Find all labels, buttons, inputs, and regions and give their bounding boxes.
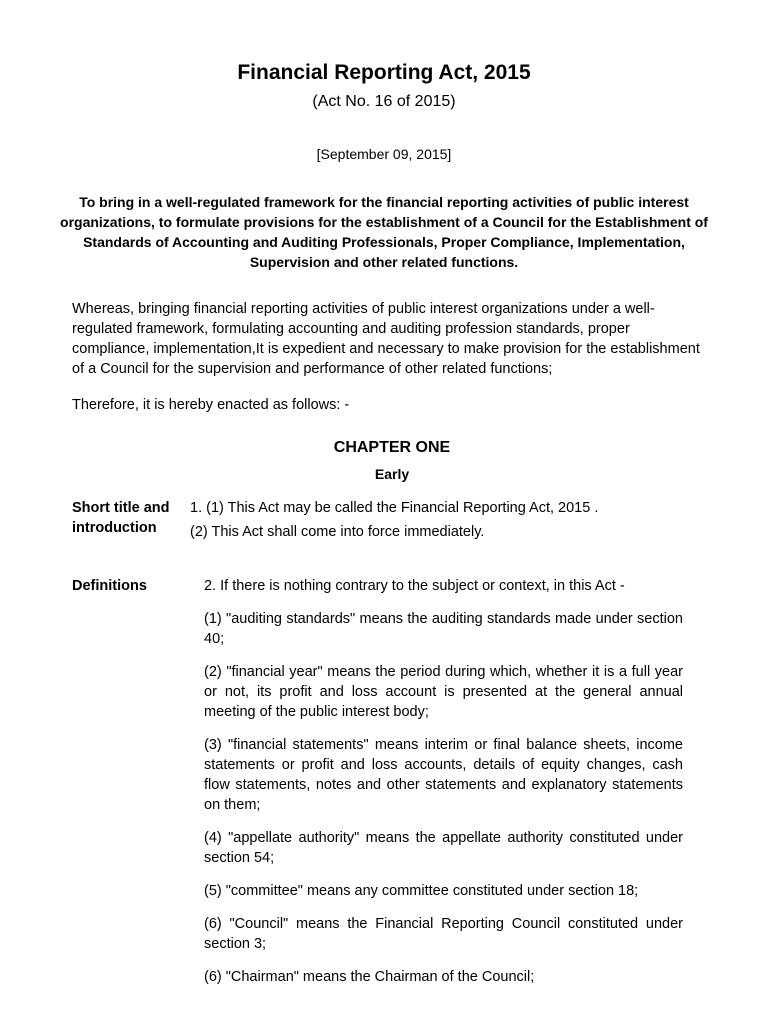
- act-number: (Act No. 16 of 2015): [312, 93, 456, 110]
- section-1-body: [190, 498, 690, 546]
- definition-item: (6) "Council" means the Financial Reporting Council constituted under section 3;: [204, 916, 683, 952]
- definition-item: (6) "Chairman" means the Chairman of the Council;: [204, 969, 535, 985]
- preamble: To bring in a well-regulated framework for the financial reporting activities of public interest organizations, to formulate provisions for the establishment of a Council for the Establishment of Standards of Accounting and Auditing Professionals, Proper Compliance, Implementation, Supervision and other related functions.: [60, 194, 708, 270]
- enactment-clause: Therefore, it is hereby enacted as follows: -: [72, 397, 350, 413]
- definitions-list: [204, 609, 683, 1000]
- definition-item: (2) "financial year" means the period during which, whether it is a full year or not, its profit and loss account is presented at the general annual meeting of the public interest body;: [204, 664, 683, 720]
- definition-item: (5) "committee" means any committee constituted under section 18;: [204, 883, 639, 899]
- section-1-line: 1. (1) This Act may be called the Financial Reporting Act, 2015 .: [190, 500, 599, 516]
- section-1-line: (2) This Act shall come into force immediately.: [190, 524, 485, 540]
- whereas-clause: Whereas, bringing financial reporting activities of public interest organizations under a well-regulated framework, formulating accounting and auditing profession standards, proper compliance, implementation,It is expedient and necessary to make provision for the establishment of a Council for the supervision and performance of other related functions;: [72, 301, 700, 377]
- definition-item: (1) "auditing standards" means the auditing standards made under section 40;: [204, 611, 683, 647]
- chapter-title: CHAPTER ONE: [333, 439, 451, 456]
- section-2-label: Definitions: [72, 578, 147, 594]
- definition-item: (3) "financial statements" means interim or final balance sheets, income statements or profit and loss accounts, details of equity changes, cash flow statements, notes and other statements and explanatory statements on them;: [204, 737, 683, 813]
- document-title: Financial Reporting Act, 2015: [237, 61, 531, 84]
- section-1-label: Short title and introduction: [72, 500, 170, 536]
- chapter-subtitle: Early: [374, 466, 410, 482]
- enactment-date: [September 09, 2015]: [316, 146, 452, 162]
- section-2-intro: 2. If there is nothing contrary to the subject or context, in this Act -: [204, 578, 625, 594]
- definition-item: (4) "appellate authority" means the appellate authority constituted under section 54;: [204, 830, 683, 866]
